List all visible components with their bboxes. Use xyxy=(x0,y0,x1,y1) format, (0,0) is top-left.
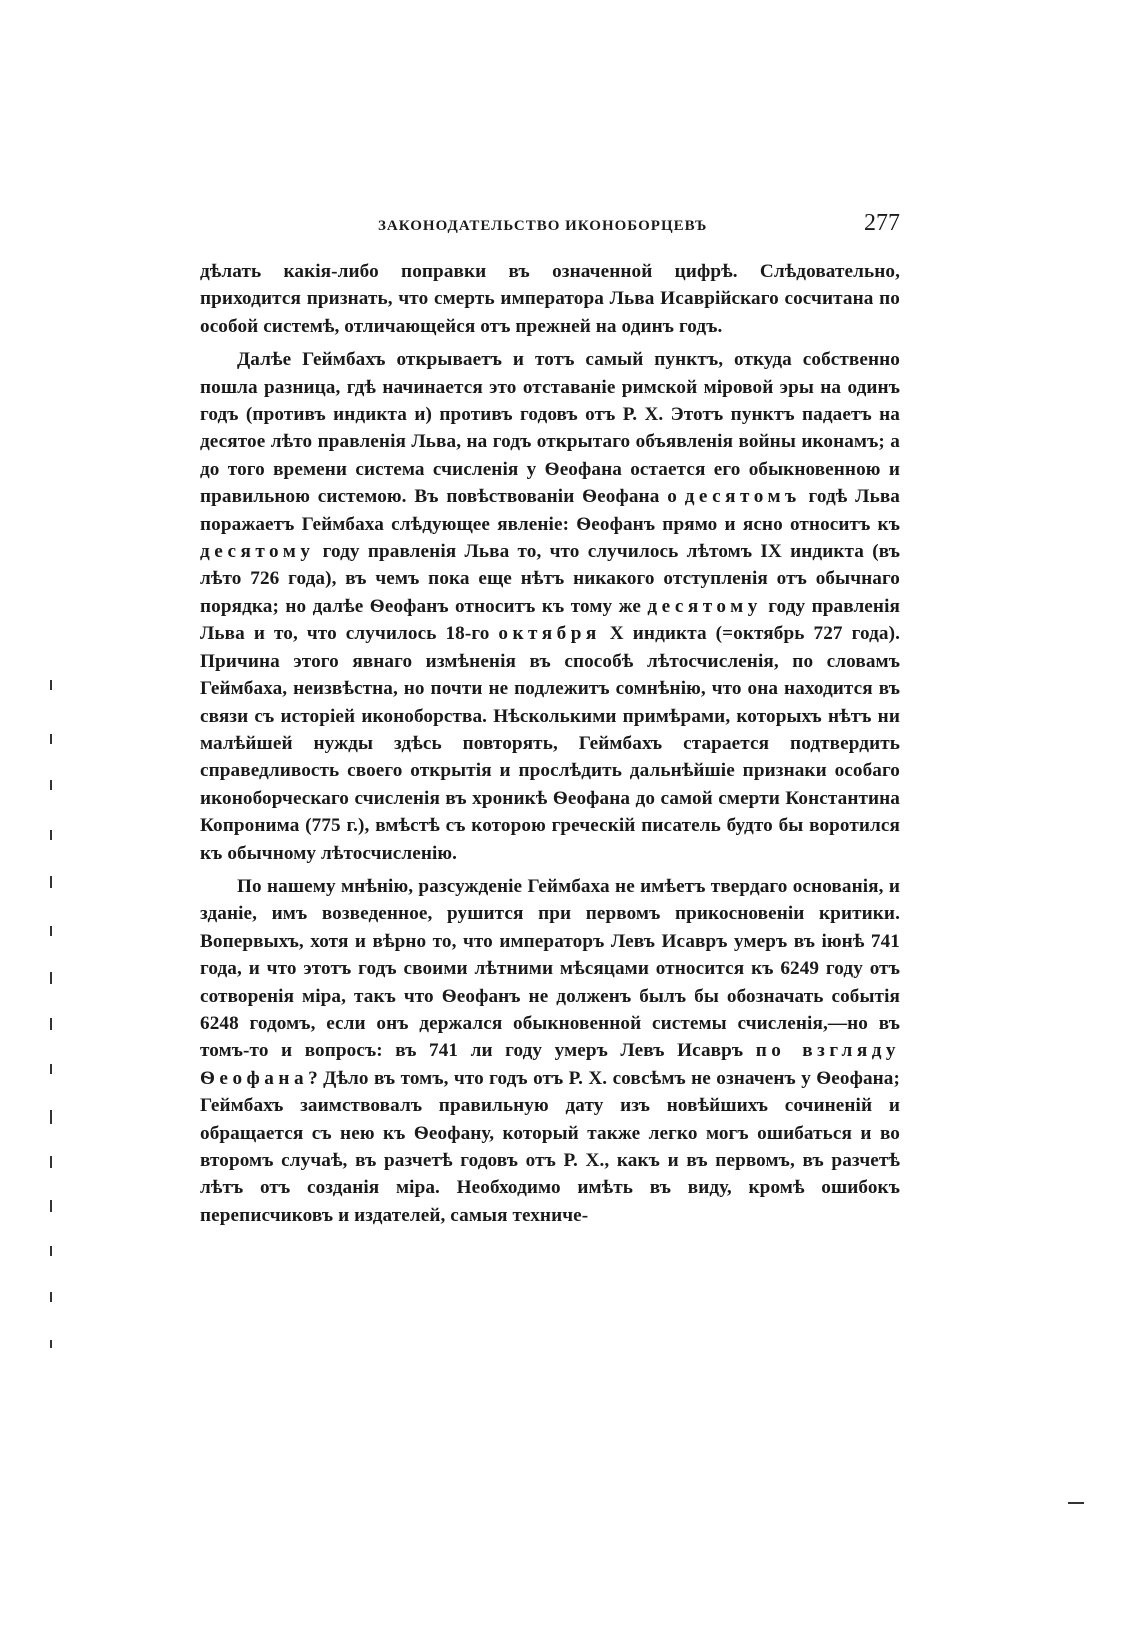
paragraph-1: дѣлать какія-либо поправки въ означенной цифрѣ. Слѣдовательно, приходится признать, что смерть императора Льва Исаврійскаго сосчитана по особой системѣ, отличающейся отъ прежней на одинъ годъ. xyxy=(200,261,900,337)
margin-mark xyxy=(50,1110,52,1124)
margin-mark xyxy=(50,1156,52,1168)
emphasis-desyatomu-1: десятому xyxy=(200,541,315,563)
corner-dash-mark xyxy=(1068,1502,1084,1504)
running-title: ЗАКОНОДАТЕЛЬСТВО ИКОНОБОРЦЕВЪ xyxy=(378,218,708,234)
margin-mark xyxy=(50,1292,52,1302)
emphasis-desyatomu-2: десятому xyxy=(647,595,762,617)
paragraph-2-text-i: X индикта (=октябрь 727 года). Причина этого явнаго измѣненія въ способѣ лѣтосчисленія, по словамъ Геймбаха, неизвѣстна, но почти не подлежитъ сомнѣнію, что она находится въ связи съ исторіей иконоборства. Нѣсколькими примѣрами, которыхъ нѣтъ ни малѣйшей нужды здѣсь повторять, Геймбахъ старается подтвердить справедливость своего открытія и прослѣдить дальнѣйшіе признаки особаго иконоборческаго счисленія въ хроникѣ Ѳеофана до самой смерти Константина Копронима (775 г.), вмѣстѣ съ которою греческій писатель будто бы воротился къ обычному лѣтосчисленію. xyxy=(200,623,900,864)
page-header xyxy=(200,210,900,244)
margin-mark xyxy=(50,972,52,984)
paragraph-3-text-a: По нашему мнѣнію, разсужденіе Геймбаха не имѣетъ твердаго основанія, и зданіе, имъ возведенное, рушится при первомъ прикосновеніи критики. Вопервыхъ, хотя и вѣрно то, что императоръ Левъ Исавръ умеръ въ іюнѣ 741 года, и что этотъ годъ своими лѣтними мѣсяцами относится къ 6249 году отъ сотворенія міра, такъ что Ѳеофанъ не долженъ былъ бы обозначать событія 6248 годомъ, если онъ держался обыкновенной системы счисленія,—но въ томъ-то и вопросъ: въ 741 ли году умеръ Левъ Исавръ xyxy=(200,875,900,1062)
paragraph-2-text-g: году правленія Льва и то, что случилось 18-го xyxy=(200,595,900,645)
margin-mark xyxy=(50,1200,52,1212)
margin-mark xyxy=(50,830,52,840)
paragraph-3 xyxy=(200,873,900,1229)
paragraph-2-text-c: годѣ Льва поражаетъ Геймбаха слѣдующее явленіе: Ѳеофанъ прямо и ясно относитъ къ xyxy=(200,486,900,535)
emphasis-oktyabrya: октября xyxy=(498,623,601,645)
margin-mark xyxy=(50,926,52,936)
emphasis-desyatom: десятомъ xyxy=(684,486,801,508)
margin-mark xyxy=(50,1340,52,1348)
margin-mark xyxy=(50,780,52,790)
binding-margin-marks xyxy=(46,680,58,1380)
paragraph-3-text-c: ? Дѣло въ томъ, что годъ отъ Р. Х. совсѣмъ не означенъ у Ѳеофана; Геймбахъ заимствовалъ правильную дату изъ новѣйшихъ сочиненій и обращается съ нею къ Ѳеофану, который также легко могъ ошибаться и во второмъ случаѣ, въ разчетѣ годовъ отъ Р. Х., какъ и въ первомъ, въ разчетѣ лѣтъ отъ созданія міра. Необходимо имѣть въ виду, кромѣ ошибокъ переписчиковъ и издателей, самыя техниче- xyxy=(200,1067,900,1226)
paragraph-2-text-a: Далѣе Геймбахъ открываетъ и тотъ самый пунктъ, откуда собственно пошла разница, гдѣ начинается это отставаніе римской міровой эры на одинъ годъ (противъ индикта и) противъ годовъ отъ Р. Х. Этотъ пунктъ падаетъ на десятое лѣто правленія Льва, на годъ открытаго объявленія войны иконамъ; а до того времени система счисленія у Ѳеофана остается его обыкновенною и правильною системою. Въ повѣствованіи Ѳеофана о xyxy=(200,349,900,508)
margin-mark xyxy=(50,1246,52,1256)
paragraph-2 xyxy=(200,346,900,867)
margin-mark xyxy=(50,734,52,744)
margin-mark xyxy=(50,680,52,690)
emphasis-po-vzglyadu: по взгляду Ѳеофана xyxy=(200,1040,901,1089)
paragraph-2-text-e: году правленія Льва то, что случилось лѣтомъ IX индикта (въ лѣто 726 года), въ чемъ пока еще нѣтъ никакого отступленія отъ обычнаго порядка; но далѣе Ѳеофанъ относитъ къ тому же xyxy=(200,541,900,617)
margin-mark xyxy=(50,876,52,888)
body-text xyxy=(200,258,900,1235)
page-number: 277 xyxy=(864,210,900,236)
margin-mark xyxy=(50,1018,52,1030)
margin-mark xyxy=(50,1064,52,1074)
